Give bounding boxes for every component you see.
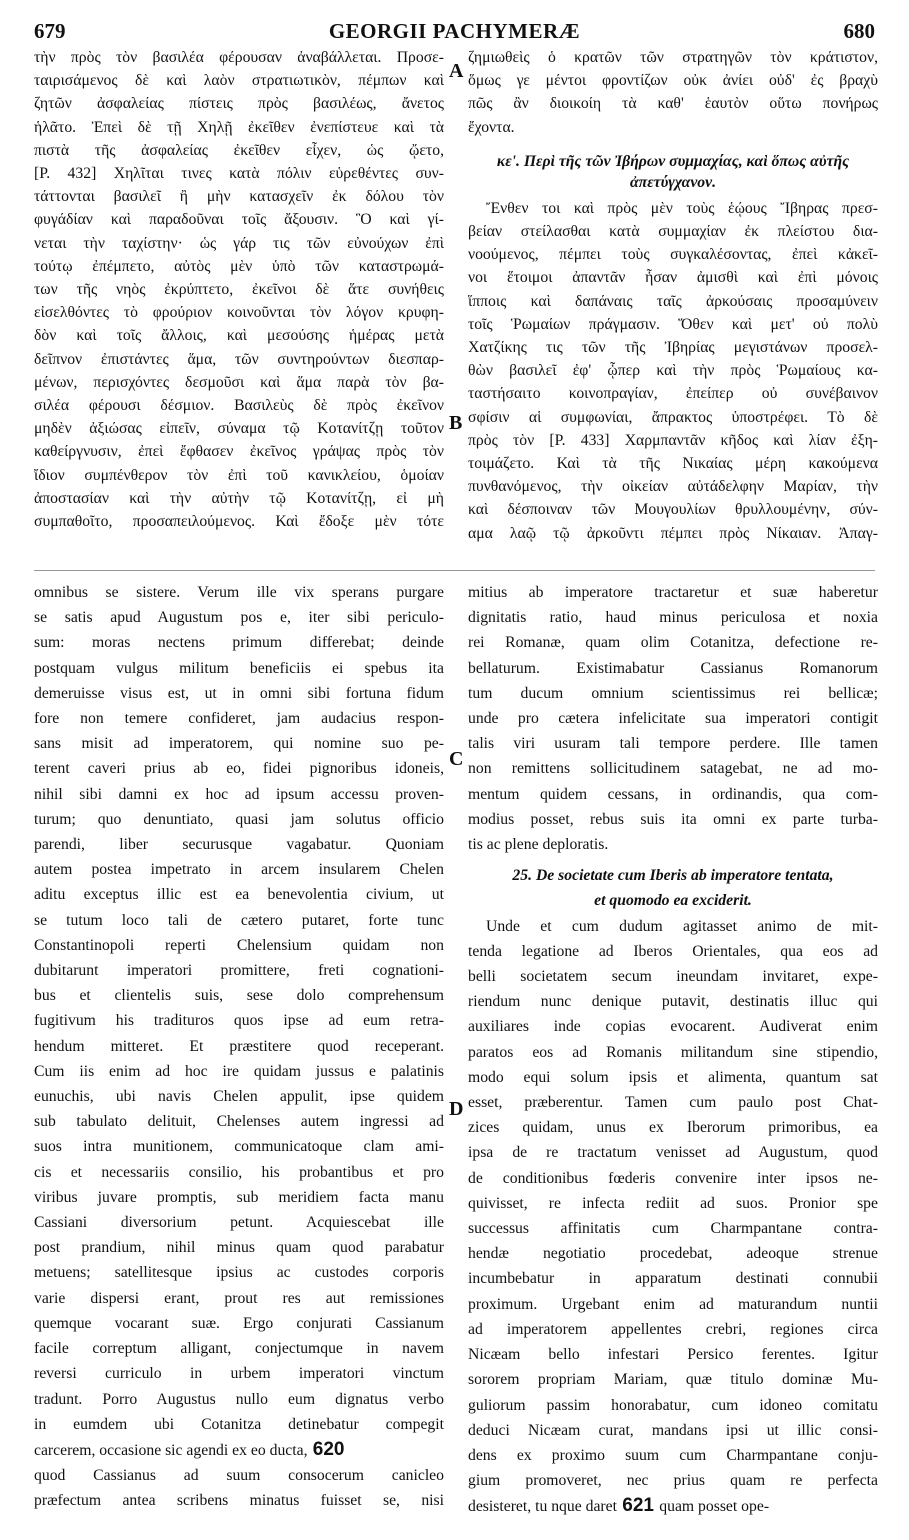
latin-right-after-line: incumbebatur in apparatum destinati connubii bbox=[468, 1270, 878, 1288]
left-page-number: 679 bbox=[34, 19, 66, 43]
greek-left-line: δεῖπνον ἐπιστάντες ἅμα, τῶν συντηρούντων διεσπαρ- bbox=[34, 350, 444, 368]
latin-text-left-column bbox=[34, 580, 444, 1514]
greek-chapter-heading: κε'. Περὶ τῆς τῶν Ἰβήρων συμμαχίας, καὶ ὅπως αὐτῆς ἀπετύγχανον. bbox=[496, 152, 850, 191]
latin-right-after-line: hendæ negotiatio procedebat, adeoque strenue bbox=[468, 1245, 878, 1263]
latin-right-after-line: esset, præberentur. Tamen cum paulo post Chat- bbox=[468, 1094, 878, 1112]
running-header bbox=[34, 8, 875, 44]
latin-right-after-line: ad imperatorem appellentes crebri, regiones circa bbox=[468, 1320, 878, 1338]
greek-left-line: μένων, περισχόντες δεσμοῦσι καὶ ἅμα παρὰ τὸν βα- bbox=[34, 373, 444, 391]
section-divider bbox=[34, 570, 875, 571]
greek-left-line: [P. 432] Χηλῖται τινες κατὰ πόλιν εὑρεθέντες συν- bbox=[34, 165, 444, 183]
greek-left-line: σιλέα φέρουσι δέσμιον. Βασιλεὺς δὲ πρὸς ἐκεῖνον bbox=[34, 397, 444, 415]
latin-left-line: fore non temere confideret, jam audacius respon- bbox=[34, 710, 444, 728]
greek-left-line: πιστὰ τῆς ἀσφαλείας ἐκεῖθεν εἶχεν, ὡς ᾤετο, bbox=[34, 141, 444, 159]
greek-right-after-line: καὶ δέσποιναν τῶν Μουγουλίων θρυλλουμένην, σύν- bbox=[468, 501, 878, 519]
margin-marker-b: B bbox=[449, 412, 463, 434]
latin-right-line: tis ac plene deploratis. bbox=[468, 836, 609, 854]
latin-chapter-heading-line-1: 25. De societate cum Iberis ab imperatore tentata, bbox=[512, 867, 834, 885]
latin-right-line: tum ducum omnium scientissimus rei bellicæ; bbox=[468, 684, 878, 702]
latin-right-line: modius posset, rebus suis ita omni ex parte turba- bbox=[468, 810, 878, 828]
latin-right-line: rei Romanæ, quam olim Cotanitza, defectione re- bbox=[468, 634, 878, 652]
greek-right-after-line: Χατζίκης τις τῶν τῆς Ἰβηρίας μεγιστάνων προσελ- bbox=[468, 339, 878, 357]
greek-right-line: ἔχοντα. bbox=[468, 118, 515, 136]
latin-right-after-line: auxiliares inde copias evocarent. Audiverat enim bbox=[468, 1018, 878, 1036]
greek-left-line: ἀποστασίαν καὶ τὴν αὐτὴν τῷ Κοτανίτζῃ, εἰ μὴ bbox=[34, 489, 444, 507]
greek-left-line: συμπαθοῖτο, προσαπειλούμενος. Καὶ ἔδοξε μὲν τότε bbox=[34, 513, 444, 531]
latin-right-after-line: dens ex proximo suum cum Charmpantane conju- bbox=[468, 1446, 878, 1464]
latin-left-line: cis et necessariis consilio, his probantibus et pro bbox=[34, 1163, 444, 1181]
column-page-number-620: 620 bbox=[307, 1438, 345, 1460]
latin-left-line: suos intra munitionem, communicatoque clam ami- bbox=[34, 1138, 444, 1156]
latin-left-line: bus et clientelis suis, sese dolo comprehensum bbox=[34, 987, 444, 1005]
latin-left-line: turum; quo denuntiato, quasi jam solutus officio bbox=[34, 810, 444, 828]
greek-right-after-line: αμα λαῷ τῷ ἀρκοῦντι πέμπει πρὸς Νίκαιαν. Ἀπαγ- bbox=[468, 524, 878, 542]
latin-left-line: dubitarunt imperatori promittere, freti cognationi- bbox=[34, 962, 444, 980]
latin-right-after-line: modo equi solum ipsis et alimenta, quantum sat bbox=[468, 1068, 878, 1086]
latin-right-after-line: paratos eos ad Romanis militandum sine stipendio, bbox=[468, 1043, 878, 1061]
greek-left-line: δὸν καὶ τοῖς ἄλλοις, καὶ μεσούσης ἡμέρας μετὰ bbox=[34, 327, 444, 345]
latin-left-line: nihil sibi damni ex hoc ad ipsum accessu proven- bbox=[34, 785, 444, 803]
latin-left-line: metuens; satellitesque ipsius ac custodes corporis bbox=[34, 1264, 444, 1282]
greek-right-line: ὅμως γε μέντοι φροντίζων οὐκ ἀνίει οὐδ' ἐς βραχὺ bbox=[468, 72, 878, 90]
latin-right-after-line: Unde et cum dudum agitasset animo de mit- bbox=[486, 917, 878, 935]
latin-right-after-line: proximum. Urgebant enim ad maturandum nuntii bbox=[468, 1295, 878, 1313]
greek-left-line: μηδὲν ἀξιώσας εἰπεῖν, σύναμα τῷ Κοτανίτζῃ τοῦτον bbox=[34, 420, 444, 438]
latin-right-line: talis viri usuram tali tempore perdere. Ille tamen bbox=[468, 735, 878, 753]
greek-right-after-line: τοιμάζετο. Καὶ τὰ τῆς Νικαίας μέρη κακούμενα bbox=[468, 455, 878, 473]
greek-right-after-line: πυνθανόμενος, τὴν οἰκείαν αὐτάδελφην Μαρίαν, τὴν bbox=[468, 478, 878, 496]
latin-left-line: quod Cassianus ad suum consocerum canicleo bbox=[34, 1467, 444, 1485]
latin-left-line: præfectum antea scribens minatus fuisset se, nisi bbox=[34, 1492, 444, 1510]
greek-text-left-column bbox=[34, 46, 444, 533]
greek-left-line: των τῆς νηὸς ἐκρύπτετο, ἐκεῖνοι δὲ ἅτε συνήθεις bbox=[34, 281, 444, 299]
greek-right-after-line: τοῖς Ῥωμαίων πράγμασιν. Ὅθεν καὶ μετ' οὐ πολὺ bbox=[468, 315, 878, 333]
greek-right-after-line: νοούμενος, πέμπει τοὺς συγκαλέσοντας, ἐπεὶ κἀκεῖ- bbox=[468, 246, 878, 264]
greek-text-right-column bbox=[468, 46, 878, 545]
latin-left-line: Cassiani diversorium petunt. Acquiescebat ille bbox=[34, 1214, 444, 1232]
greek-right-after-line: σφίσιν αἱ συμφωνίαι, ἄπρακτος ὑποστρέφει. Τὸ δὲ bbox=[468, 408, 878, 426]
latin-right-after-line: desisteret, tu nque daret 621 quam posset ope- bbox=[468, 1495, 770, 1517]
greek-left-line: ταιρισάμενος δὲ καὶ λαὸν στρατιωτικὸν, πέμπων καὶ bbox=[34, 72, 444, 90]
right-page-number: 680 bbox=[843, 19, 875, 43]
greek-right-after-line: θὼν βασιλεῖ ἐφ' ᾧπερ καὶ τὴν πρὸς Ῥωμαίους κα- bbox=[468, 362, 878, 380]
latin-left-line: post prandium, nihil minus quam quod parabatur bbox=[34, 1239, 444, 1257]
latin-left-line: eunuchis, ubi navis Chelen appulit, ipse quidem bbox=[34, 1088, 444, 1106]
latin-left-line: parendi, liber securusque vagabatur. Quoniam bbox=[34, 836, 444, 854]
latin-left-line: terent caveri prius ab eo, fidei pignoribus idoneis, bbox=[34, 760, 444, 778]
latin-left-line: viribus juvare promptis, sub meridiem facta manu bbox=[34, 1188, 444, 1206]
latin-left-line: autem postea impetrato in arcem insularem Chelen bbox=[34, 861, 444, 879]
latin-right-after-line: ipsa de re tractatum venisset ad Augustum, quod bbox=[468, 1144, 878, 1162]
latin-left-line: sans misit ad imperatorem, qui nomine suo pe- bbox=[34, 735, 444, 753]
greek-right-after-line: ἵπποις καὶ δαπάναις ταῖς ἀρκούσαις προσαμύνειν bbox=[468, 292, 878, 310]
latin-right-line: mitius ab imperatore tractaretur et suæ haberetur bbox=[468, 584, 878, 601]
latin-right-after-line: quivisset, re infecta rediit ad suos. Pronior spe bbox=[468, 1194, 878, 1212]
latin-left-line: hendum mitteret. Et præstitere quod receperant. bbox=[34, 1037, 444, 1055]
latin-left-line: fugitivum his tradituros quos ipse ad eum retra- bbox=[34, 1012, 444, 1030]
greek-right-after-line: πρὸς τὸν [P. 433] Χαρμπαντᾶν κῆδος καὶ λίαν ἐξη- bbox=[468, 431, 878, 449]
latin-text-right-column bbox=[468, 580, 878, 1520]
latin-right-line: mentum quidem cessans, in ordinandis, qua com- bbox=[468, 785, 878, 803]
latin-left-line: omnibus se sistere. Verum ille vix sperans purgare bbox=[34, 584, 444, 601]
greek-right-after-line: ταστήσαιτο κοινοπραγίαν, ἐπείπερ οὐ συνέβαινον bbox=[468, 385, 878, 403]
latin-right-after-line: deduci Nicæam curat, mandans ipsi ut illic consi- bbox=[468, 1421, 878, 1439]
latin-left-line: in eumdem ubi Cotanitza detinebatur compegit bbox=[34, 1415, 444, 1433]
latin-right-line: non remittens sollicitudinem satagebat, ne ad mo- bbox=[468, 760, 878, 778]
latin-left-line: demeruisse visus est, ut in omni sibi fortuna fidum bbox=[34, 684, 444, 702]
greek-right-after-line: Ἔνθεν τοι καὶ πρὸς μὲν τοὺς ἑῴους Ἴβηρας πρεσ- bbox=[486, 199, 878, 217]
latin-right-after-line: tenda legatione ad Iberos Orientales, qua eos ad bbox=[468, 942, 878, 960]
latin-left-line: quemque vocarant suæ. Ergo conjurati Cassianum bbox=[34, 1314, 444, 1332]
latin-left-line: aditu exceptus illic est ea benevolentia civium, ut bbox=[34, 886, 444, 904]
greek-left-line: φυγάδίαν καὶ παραδοῦναι τοῖς ἄξουσιν. Ὃ καὶ γί- bbox=[34, 211, 444, 229]
latin-left-line: varie dispersi erant, prout res aut remissiones bbox=[34, 1289, 444, 1307]
greek-right-line: ζημιωθεὶς ὁ κρατῶν τῶν στρατηγῶν τὸν κράτιστον, bbox=[468, 49, 878, 66]
latin-right-line: unde pro cætera infelicitate sua imperatori contigit bbox=[468, 710, 878, 728]
latin-right-after-line: gium promoveret, nec prius quam re perfecta bbox=[468, 1472, 878, 1490]
margin-marker-a: A bbox=[449, 60, 464, 82]
greek-left-line: καθείργνυσιν, ἐπεὶ ἔφθασεν ἐκεῖνος γράψας πρὸς τὸν bbox=[34, 443, 444, 461]
latin-right-after-line: Nicæam bello infestari Persico ferentes. Igitur bbox=[468, 1346, 878, 1364]
latin-left-line: sub tabulato delituit, Chelenses autem ingressi ad bbox=[34, 1113, 444, 1131]
latin-left-line: carcerem, occasione sic agendi ex eo ducta, 620 bbox=[34, 1438, 345, 1460]
greek-left-line: εἰσελθόντες τὸ φρούριον κοινοῦνται τὸν λόγον κρυφη- bbox=[34, 304, 444, 322]
latin-left-line: tradunt. Porro Augustus nullo eum dignatus verbo bbox=[34, 1390, 444, 1408]
greek-left-line: νεται τὴν ταχίστην· ὡς γάρ τις τῶν εὐνούχων ἐπὶ bbox=[34, 234, 444, 252]
running-title: GEORGII PACHYMERÆ bbox=[328, 19, 581, 43]
latin-left-line: se tutum loco tali de cætero putaret, forte tunc bbox=[34, 911, 444, 929]
greek-left-line: ζητῶν ἀσφαλείας πίστεις πρὸς βασιλέως, ἄνετος bbox=[34, 95, 444, 113]
column-page-number-621: 621 bbox=[616, 1495, 660, 1517]
greek-left-line: τάττονται βασιλεῖ ἢ μὴν κατασχεῖν ἐκ δόλου τὸν bbox=[34, 188, 444, 206]
margin-marker-c: C bbox=[449, 748, 464, 770]
latin-left-line: Cum iis enim ad hoc ire quidam jussus e palatinis bbox=[34, 1062, 444, 1080]
latin-right-after-line: sororem propriam Mariam, quæ titulo dominæ Mu- bbox=[468, 1371, 878, 1389]
greek-left-line: τὴν πρὸς τὸν βασιλέα φέρουσαν ἀναβάλλεται. Προσε- bbox=[34, 49, 444, 66]
latin-left-line: sum: moras nectens primum differebat; deinde bbox=[34, 634, 444, 652]
latin-left-line: facile correptum alligant, conjectumque in navem bbox=[34, 1340, 444, 1358]
latin-right-after-line: zices quidam, unus ex Iberorum primoribus, ea bbox=[468, 1119, 878, 1137]
greek-left-line: ἴδιον συμπένθερον τὸν ἐπὶ τοῦ κανικλείου, ὁμοίαν bbox=[34, 466, 444, 484]
latin-right-after-line: successus affinitatis cum Charmpantane contra- bbox=[468, 1220, 878, 1238]
greek-right-after-line: νοι ἕτοιμοι ἀπαντᾶν ἦσαν ἀμισθὶ καὶ ἐπὶ μόνοις bbox=[468, 269, 878, 287]
latin-left-line: postquam vulgus militum beneficiis ei spebus ita bbox=[34, 659, 444, 677]
latin-left-line: Constantinopoli reperti Chelensium quidam non bbox=[34, 936, 444, 954]
latin-right-after-line: riendum nunc denique putavit, destinatis illuc qui bbox=[468, 993, 878, 1011]
latin-right-after-line: guliorum passim honorabatur, cum idoneo comitatu bbox=[468, 1396, 878, 1414]
greek-left-line: τούτῳ ἐπέμπετο, αὐτὸς μὲν ὑπὸ τῶν καταστρωμά- bbox=[34, 257, 444, 275]
greek-right-after-line: βείαν στείλασθαι κατὰ συμμαχίαν ἐκ πλείστου δια- bbox=[468, 223, 878, 241]
latin-right-after-line: belli societatem secum ineundam invitaret, expe- bbox=[468, 968, 878, 986]
margin-marker-d: D bbox=[449, 1098, 464, 1120]
latin-right-line: bellaturum. Existimabatur Cassianus Romanorum bbox=[468, 659, 878, 677]
latin-left-line: reversi curriculo in urbem imperatori vinctum bbox=[34, 1365, 444, 1383]
greek-left-line: ἡλᾶτο. Ἐπεὶ δὲ τῇ Χηλῇ ἐκεῖθεν ἐνεπίστευε καὶ τὰ bbox=[34, 118, 444, 136]
greek-right-line: πῶς ἂν διοικοίη τὰ καθ' ἑαυτὸν οὕτω πονήρως bbox=[468, 95, 878, 113]
latin-right-line: dignitatis ratio, haud minus periculosa et noxia bbox=[468, 609, 878, 627]
latin-right-tail-text: quam posset ope- bbox=[659, 1498, 770, 1516]
latin-chapter-heading-line-2: et quomodo ea exciderit. bbox=[594, 892, 752, 910]
latin-right-after-line: de conditionibus fœderis convenire inter ipsos ne- bbox=[468, 1169, 878, 1187]
latin-left-line: se satis apud Augustum pos e, iter sibi periculo- bbox=[34, 609, 444, 627]
